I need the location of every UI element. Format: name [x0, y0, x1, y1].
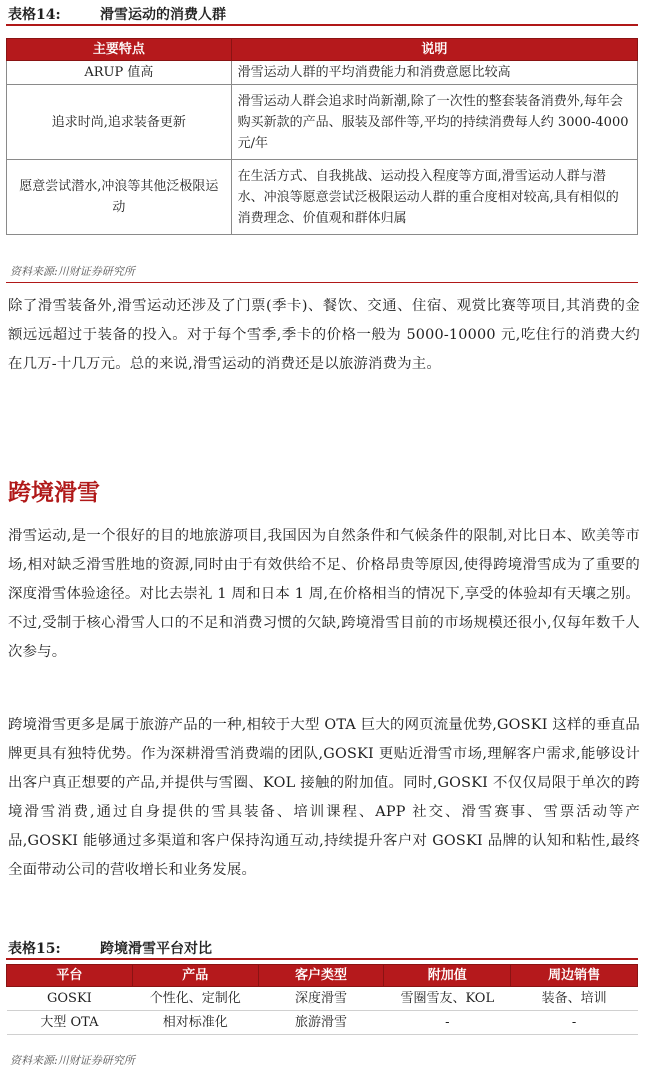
- table14-header-row: [7, 39, 638, 61]
- paragraph-1: 除了滑雪装备外,滑雪运动还涉及了门票(季卡)、餐饮、交通、住宿、观赏比赛等项目,其消费的金额远远超过于装备的投入。对于每个雪季,季卡的价格一般为 5000-10000 元,吃住行的消费大约在几万-十几万元。总的来说,滑雪运动的消费还是以旅游消费为主。: [8, 298, 640, 372]
- table14-cell-feature: 追求时尚,追求装备更新: [7, 85, 232, 160]
- table15-header: 附加值: [384, 965, 511, 987]
- table15-label: 表格15:: [8, 941, 61, 957]
- table15-header: 客户类型: [258, 965, 384, 987]
- table14-source: 资料来源:川财证券研究所: [10, 265, 135, 278]
- table15-caption: [8, 938, 212, 958]
- table15-cell: 旅游滑雪: [258, 1011, 384, 1035]
- table14-cell-desc: 在生活方式、自我挑战、运动投入程度等方面,滑雪运动人群与潜水、冲浪等愿意尝试泛极限运动人群的重合度相对较高,具有相似的消费理念、价值观和群体归属: [231, 160, 637, 235]
- table14-cell-desc: 滑雪运动人群的平均消费能力和消费意愿比较高: [231, 61, 637, 85]
- table14-caption: [8, 4, 226, 24]
- table15-cell: 相对标准化: [132, 1011, 258, 1035]
- table-row: [7, 987, 638, 1011]
- table14-bottom-rule: [6, 282, 638, 283]
- table15-cell: GOSKI: [7, 987, 133, 1011]
- table-row: [7, 1011, 638, 1035]
- table-row: [7, 85, 638, 160]
- table15-title: 跨境滑雪平台对比: [100, 941, 212, 957]
- table14-header-desc: 说明: [231, 39, 637, 61]
- table15-header: 产品: [132, 965, 258, 987]
- paragraph-2: 滑雪运动,是一个很好的目的地旅游项目,我国因为自然条件和气候条件的限制,对比日本、欧美等市场,相对缺乏滑雪胜地的资源,同时由于有效供给不足、价格昂贵等原因,使得跨境滑雪成为了重要的深度滑雪体验途径。对比去崇礼 1 周和日本 1 周,在价格相当的情况下,享受的体验却有天壤之别。不过,受制于核心滑雪人口的不足和消费习惯的欠缺,跨境滑雪目前的市场规模还很小,仅每年数千人次参与。: [8, 528, 640, 660]
- table15-cell: 装备、培训: [511, 987, 638, 1011]
- table15-top-rule: [6, 958, 638, 960]
- table15: [6, 964, 638, 1035]
- section-title: 跨境滑雪: [8, 480, 100, 506]
- table14: [6, 38, 638, 235]
- table-row: [7, 160, 638, 235]
- table15-header-row: [7, 965, 638, 987]
- table15-cell: 雪圈雪友、KOL: [384, 987, 511, 1011]
- table14-cell-desc: 滑雪运动人群会追求时尚新潮,除了一次性的整套装备消费外,每年会购买新款的产品、服装及部件等,平均的持续消费每人约 3000-4000 元/年: [231, 85, 637, 160]
- table15-header: 周边销售: [511, 965, 638, 987]
- table-row: [7, 61, 638, 85]
- table14-title: 滑雪运动的消费人群: [100, 7, 226, 23]
- table15-cell: 深度滑雪: [258, 987, 384, 1011]
- table15-source: 资料来源:川财证券研究所: [10, 1054, 135, 1067]
- table14-header-feature: 主要特点: [7, 39, 232, 61]
- table15-cell: 大型 OTA: [7, 1011, 133, 1035]
- table14-cell-feature: 愿意尝试潜水,冲浪等其他泛极限运动: [7, 160, 232, 235]
- table15-header: 平台: [7, 965, 133, 987]
- table14-cell-feature: ARUP 值高: [7, 61, 232, 85]
- table14-top-rule: [6, 24, 638, 26]
- paragraph-3: 跨境滑雪更多是属于旅游产品的一种,相较于大型 OTA 巨大的网页流量优势,GOSKI 这样的垂直品牌更具有独特优势。作为深耕滑雪消费端的团队,GOSKI 更贴近滑雪市场,理解客户需求,能够设计出客户真正想要的产品,并提供与雪圈、KOL 接触的附加值。同时,GOSKI 不仅仅局限于单次的跨境滑雪消费,通过自身提供的雪具装备、培训课程、APP 社交、滑雪赛事、雪票活动等产品,GOSKI 能够通过多渠道和客户保持沟通互动,持续提升客户对 GOSKI 品牌的认知和粘性,最终全面带动公司的营收增长和业务发展。: [8, 717, 640, 878]
- table14-label: 表格14:: [8, 7, 61, 23]
- table15-cell: -: [384, 1011, 511, 1035]
- table15-cell: -: [511, 1011, 638, 1035]
- table15-cell: 个性化、定制化: [132, 987, 258, 1011]
